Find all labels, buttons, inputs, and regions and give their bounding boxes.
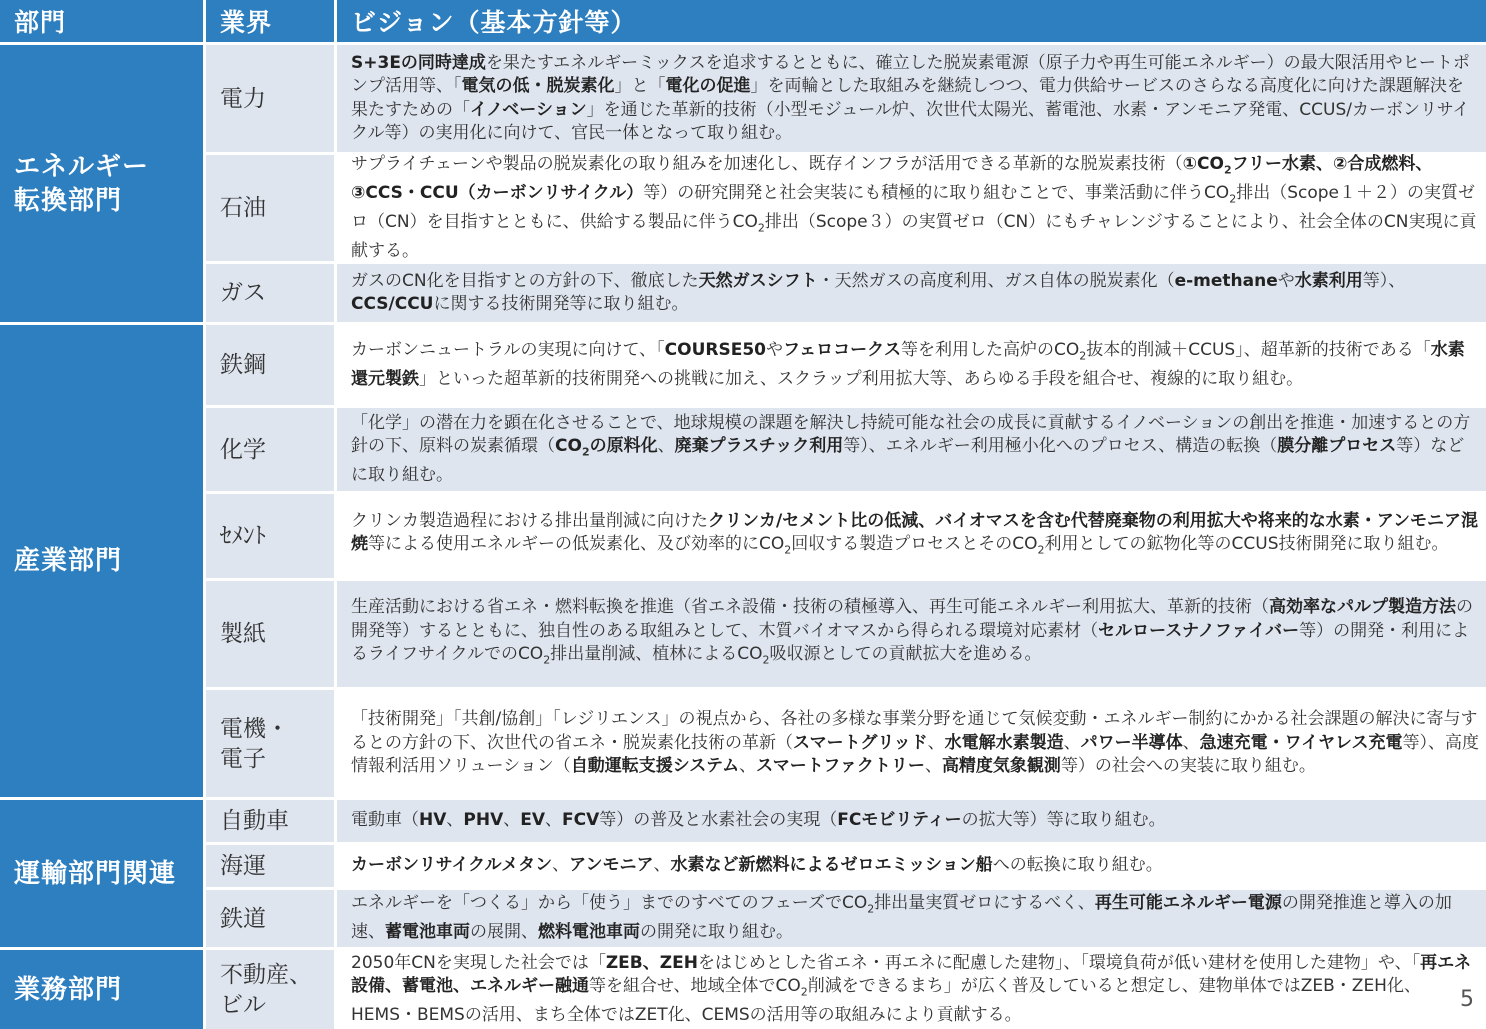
text-run: 、 (657, 436, 675, 457)
bold-phrase: 水素還元製鉄 (351, 339, 1465, 389)
bold-phrase: フリー水素、②合成燃料、③CCS・CCU（カーボンリサイクル） (351, 153, 1433, 203)
text-run: 、 (924, 756, 942, 777)
bold-phrase: イノベーション (470, 99, 587, 120)
industry-cement: ｾﾒﾝﾄ (206, 494, 334, 578)
text-run: の開発等）するとともに、独自性のある取組みとして、木質バイオマスから得られる環境対応素材（ (351, 597, 1473, 641)
bold-phrase: セルロースナノファイバー (1098, 620, 1300, 641)
vision-electricity (337, 45, 1486, 152)
bold-phrase: S+3Eの同時達成 (351, 52, 486, 73)
subscript: 2 (762, 653, 770, 667)
industry-oil: 石油 (206, 155, 334, 261)
bold-phrase: クリンカ/セメント比の低減、バイオマスを含む代替廃棄物の利用拡大や将来的な水素・アンモニア混焼 (351, 510, 1479, 555)
text-run: の開発推進と導入の加速、 (351, 893, 1452, 943)
industry-automobile: 自動車 (206, 800, 334, 842)
text-run: 、 (552, 855, 570, 876)
bold-phrase: 膜分離プロセス (1277, 436, 1397, 457)
bold-phrase: 電化の促進 (665, 76, 751, 96)
text-run: の開発に取り組む。 (640, 922, 793, 943)
text-run: 」を両輪とした取組みを継続しつつ、電力供給サービスのさらなる高度化に向けた課題解決を果たすための「 (351, 76, 1464, 120)
text-run: 」を通じた革新的技術（小型モジュール炉、次世代太陽光、蓄電池、水素・アンモニア発電、CCUS/カーボンリサイクル等）の実用化に向けて、官民一体となって取り組む。 (351, 99, 1470, 143)
bold-phrase: 水素など新燃料によるゼロエミッション船 (670, 855, 993, 876)
text-run: 利用としての鉱物化等のCCUS技術開発に取り組む。 (1044, 534, 1449, 555)
vision-text (351, 596, 1480, 672)
vision-paper (337, 581, 1486, 687)
text-run: 抜本的削減＋CCUS」、超革新的技術である「 (1086, 339, 1431, 360)
industry-paper: 製紙 (206, 581, 334, 687)
vision-text (351, 270, 1480, 317)
bold-phrase: FCV (562, 810, 600, 831)
text-run: 、 (545, 810, 563, 831)
text-run: 2050年CNを実現した社会では「 (351, 952, 606, 973)
subscript: 2 (581, 445, 590, 459)
page-number: 5 (1460, 987, 1474, 1012)
text-run: の展開、 (470, 922, 538, 943)
vision-oil (337, 155, 1486, 261)
text-run: クリンカ製造過程における排出量削減に向けた (351, 510, 708, 531)
text-run: エネルギーを「つくる」から「使う」までのすべてのフェーズでCO (351, 893, 868, 914)
vision-electronics (337, 690, 1486, 797)
text-run: 、 (739, 756, 757, 777)
text-run: 「技術開発」「共創/協創」「レジリエンス」の視点から、各社の多様な事業分野を通じて気候変動・エネルギー制約にかかる社会課題の解決に寄与するとの方針の下、次世代の省エネ・脱炭素化技術の革新（ (351, 709, 1478, 753)
subscript: 2 (543, 653, 551, 667)
bold-phrase: CO (555, 436, 582, 457)
vision-railway (337, 890, 1486, 947)
sector-energy-conversion: エネルギー 転換部門 (0, 45, 203, 322)
industry-electricity: 電力 (206, 45, 334, 152)
bold-phrase: カーボンリサイクルメタン (351, 855, 553, 876)
text-run: ガスのCN化を目指すとの方針の下、徹底した (351, 270, 699, 291)
text-run: 等を利用した高炉のCO (900, 339, 1080, 360)
vision-gas (337, 264, 1486, 322)
vision-column-header: ビジョン（基本方針等） (337, 0, 1486, 42)
vision-realestate (337, 950, 1486, 1029)
vision-shipping (337, 845, 1486, 887)
text-run: に関する技術開発等に取り組む。 (433, 294, 689, 314)
industry-railway: 鉄道 (206, 890, 334, 947)
vision-chemical (337, 408, 1486, 491)
text-run: 等）の研究開発と社会実装にも積極的に取り組むことで、事業活動に伴うCO (643, 182, 1230, 203)
sector-transport: 運輸部門関連 (0, 800, 203, 947)
text-run: 排出量実質ゼロにするべく、 (874, 893, 1095, 914)
bold-phrase: 蓄電池車両 (385, 922, 470, 943)
vision-steel (337, 325, 1486, 405)
bold-phrase: フェロコークス (783, 339, 901, 360)
subscript: 2 (784, 543, 792, 557)
text-run: 排出（Scope３）の実質ゼロ（CN）にもチャレンジすることにより、社会全体のCN実現に貢献する。 (351, 211, 1477, 261)
text-run: 等）の普及と水素社会の実現（ (599, 810, 838, 831)
text-run: 等）、 (1362, 270, 1406, 291)
subscript: 2 (1223, 163, 1232, 177)
vision-text (351, 952, 1480, 1028)
text-run: 等）、高度情報利活用ソリューション（ (351, 732, 1479, 777)
bold-phrase: EV (520, 810, 546, 831)
text-run: 回収する製造プロセスとそのCO (791, 534, 1038, 555)
text-run: 削減をできるまち」が広く普及していると想定し、建物単体ではZEB・ZEH化、HEMS・BEMSの活用、まち全体ではZET化、CEMSの活用等の取組みにより貢献する。 (351, 976, 1421, 1025)
vision-text (351, 339, 1480, 391)
industry-realestate: 不動産、 ビル (206, 950, 334, 1029)
text-run: 排出（Scope１＋２）の実質ゼロ（CN）を目指すとともに、供給する製品に伴うCO (351, 182, 1475, 232)
sector-column-header: 部門 (0, 0, 203, 42)
sector-industrial: 産業部門 (0, 325, 203, 797)
bold-phrase: 高精度気象観測 (941, 756, 1061, 777)
vision-text (351, 892, 1480, 944)
text-run: 、 (653, 855, 671, 876)
vision-text (351, 510, 1480, 562)
text-run: 吸収源としての貢献拡大を進める。 (769, 644, 1042, 665)
subscript: 2 (800, 985, 808, 999)
text-run: 、 (446, 810, 464, 831)
bold-phrase: 水素利用 (1294, 270, 1363, 291)
bold-phrase: スマートファクトリー (756, 756, 925, 777)
text-run: 等）の社会への実装に取り組む。 (1060, 756, 1316, 777)
bold-phrase: アンモニア (569, 855, 654, 876)
bold-phrase: 急速充電・ワイヤレス充電 (1199, 732, 1403, 753)
text-run: 等を組合せ、地域全体でCO (589, 976, 801, 997)
bold-phrase: 水電解水素製造 (944, 732, 1064, 753)
bold-phrase: FCモビリティー (837, 810, 962, 831)
text-run: 生産活動における省エネ・燃料転換を推進（省エネ設備・技術の積極導入、再生可能エネルギー利用拡大、革新的技術（ (351, 597, 1269, 618)
vision-text (351, 708, 1480, 779)
vision-text (351, 412, 1480, 488)
industry-chemical: 化学 (206, 408, 334, 491)
text-run: 、 (1063, 732, 1081, 753)
text-run: 等）の開発・利用によるライフサイクルでのCO (351, 620, 1470, 665)
bold-phrase: 天然ガスシフト (698, 270, 818, 291)
bold-phrase: の原料化 (589, 436, 658, 457)
industry-electronics: 電機・ 電子 (206, 690, 334, 797)
text-run: 「化学」の潜在力を顕在化させることで、地球規模の課題を解決し持続可能な社会の成長に貢献するイノベーションの創出を推進・加速するとの方針の下、原料の炭素循環（ (351, 412, 1471, 457)
bold-phrase: パワー半導体 (1080, 732, 1183, 753)
subscript: 2 (757, 221, 765, 235)
text-run: や (766, 339, 783, 360)
vision-automobile (337, 800, 1486, 842)
text-run: をはじめとした省エネ・再エネに配慮した建物」、「環境負荷が低い建材を使用した建物」や、「 (697, 952, 1421, 973)
text-run: の拡大等）等に取り組む。 (961, 810, 1166, 831)
text-run: への転換に取り組む。 (992, 855, 1163, 876)
text-run: 等）などに取り組む。 (351, 436, 1465, 485)
bold-phrase: 燃料電池車両 (538, 922, 640, 943)
text-run: 等による使用エネルギーの低炭素化、及び効率的にCO (368, 534, 785, 555)
subscript: 2 (1037, 543, 1045, 557)
text-run: 、 (503, 810, 521, 831)
industry-shipping: 海運 (206, 845, 334, 887)
vision-cement (337, 494, 1486, 578)
bold-phrase: COURSE50 (664, 339, 766, 360)
text-run: 、 (1182, 732, 1200, 753)
bold-phrase: ZEB、ZEH (605, 952, 698, 973)
bold-phrase: 自動運転支援システム (570, 756, 740, 777)
bold-phrase: e-methane (1174, 270, 1278, 291)
industry-steel: 鉄鋼 (206, 325, 334, 405)
text-run: や (1277, 270, 1295, 291)
subscript: 2 (1079, 349, 1087, 363)
text-run: 電動車（ (351, 810, 419, 831)
vision-text (351, 854, 1163, 878)
subscript: 2 (1229, 192, 1237, 206)
bold-phrase: 再エネ設備、蓄電池、エネルギー融通 (351, 952, 1472, 997)
bold-phrase: CCS/CCU (351, 294, 434, 314)
vision-text (351, 809, 1166, 833)
text-run: 等）、エネルギー利用極小化へのプロセス、構造の転換（ (843, 436, 1278, 457)
industry-column-header: 業界 (206, 0, 334, 42)
subscript: 2 (867, 902, 875, 916)
bold-phrase: 再生可能エネルギー電源 (1094, 893, 1282, 914)
text-run: を果たすエネルギーミックスを追求するとともに、確立した脱炭素電源（原子力や再生可能エネルギー）の最大限活用やヒートポンプ活用等、「 (351, 52, 1470, 96)
text-run: 、 (927, 732, 945, 753)
text-run: 」といった超革新的技術開発への挑戦に加え、スクラップ利用拡大等、あらゆる手段を組合せ、複線的に取り組む。 (419, 368, 1304, 389)
text-run: カーボンニュートラルの実現に向けて、「 (351, 339, 665, 360)
vision-text (351, 52, 1480, 146)
bold-phrase: ①CO (1182, 153, 1224, 174)
vision-text (351, 153, 1480, 263)
bold-phrase: HV (419, 810, 447, 831)
bold-phrase: 廃棄プラスチック利用 (674, 436, 844, 457)
text-run: 排出量削減、植林によるCO (550, 644, 763, 665)
text-run: ・天然ガスの高度利用、ガス自体の脱炭素化（ (817, 270, 1175, 291)
bold-phrase: 電気の低・脱炭素化 (461, 76, 615, 96)
bold-phrase: 高効率なパルプ製造方法 (1269, 597, 1456, 618)
industry-gas: ガス (206, 264, 334, 322)
bold-phrase: スマートグリッド (793, 732, 928, 753)
text-run: 」と「 (614, 76, 666, 96)
text-run: サプライチェーンや製品の脱炭素化の取り組みを加速化し、既存インフラが活用できる革新的な脱炭素技術（ (351, 153, 1183, 174)
bold-phrase: PHV (463, 810, 504, 831)
sector-business: 業務部門 (0, 950, 203, 1029)
